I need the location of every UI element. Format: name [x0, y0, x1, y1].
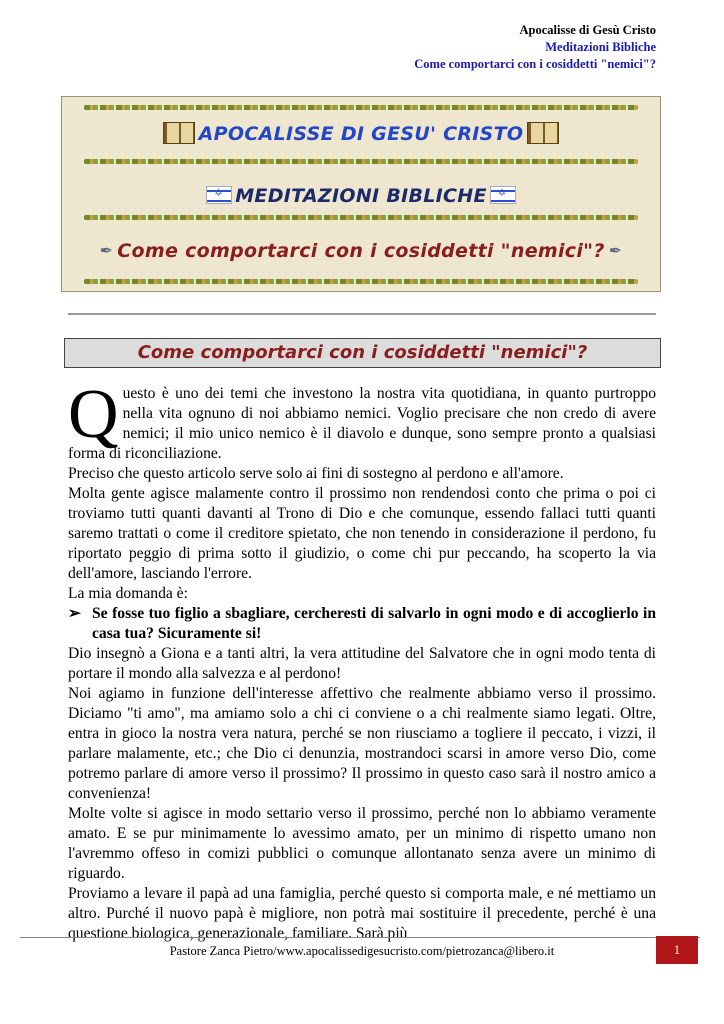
vine-divider	[84, 279, 638, 284]
banner-title-main: APOCALISSE DI GESU' CRISTO	[198, 123, 524, 145]
page-number: 1	[656, 936, 698, 964]
article-body	[68, 376, 656, 944]
header-series-title: Meditazioni Bibliche	[545, 40, 656, 54]
quill-icon: ✒	[608, 241, 623, 260]
drop-cap: Q	[68, 376, 119, 453]
article-title-box: Come comportarci con i cosiddetti "nemici"?	[64, 338, 661, 368]
banner-subtitle: MEDITAZIONI BIBLICHE	[235, 185, 487, 207]
banner-topic-row	[62, 240, 660, 262]
paragraph: Preciso che questo articolo serve solo ai fini di sostegno al perdono e all'amore.	[68, 465, 564, 482]
paragraph	[68, 376, 656, 464]
banner-topic: Come comportarci con i cosiddetti "nemici"?	[117, 240, 605, 262]
banner-title-row	[62, 122, 660, 145]
quill-icon: ✒	[99, 241, 114, 260]
footer-rule	[20, 937, 700, 938]
banner-subtitle-row	[62, 185, 660, 207]
header-article-title: Come comportarci con i cosiddetti "nemici"?	[414, 57, 656, 71]
horizontal-rule	[68, 313, 656, 315]
title-banner	[61, 96, 661, 292]
arrow-bullet-icon: ➢	[68, 605, 82, 622]
bullet-item	[68, 604, 656, 644]
paragraph-lead: uesto è uno dei temi che investono la nostra vita quotidiana, in quanto purtroppo nella vita ognuno di noi abbiamo nemici.	[122, 385, 656, 422]
israel-flag-icon	[206, 186, 232, 204]
paragraph-continued: Voglio precisare che non credo di avere nemici; il mio unico nemico è il diavolo e dunque, sono sempre pronto a qualsiasi forma di riconciliazione.	[68, 405, 656, 462]
paragraph: La mia domanda è:	[68, 585, 188, 602]
paragraph: Molta gente agisce malamente contro il prossimo non rendendosi conto che prima o poi ci troviamo tutti quanti davanti al Trono di Dio e che comunque, essendo fallaci tutti quanti saremo trattati o come il creditore spietato, che non tenendo in considerazione il perdono, fu riportato peggio di prima sotto il giudizio, o come chi pur peccando, ha scoperto la via dell'amore, lasciando l'errore.	[68, 485, 656, 582]
header-book-title: Apocalisse di Gesù Cristo	[519, 23, 656, 37]
open-book-icon	[527, 122, 559, 144]
paragraph: Proviamo a levare il papà ad una famiglia, perché questo si comporta male, e né mettiamo un altro. Purché il nuovo papà è migliore, non potrà mai sostituire il precedente, perché è una questione biologica, generazionale, familiare. Sarà più	[68, 885, 656, 942]
israel-flag-icon	[490, 186, 516, 204]
open-book-icon	[163, 122, 195, 144]
bullet-text: Se fosse tuo figlio a sbagliare, cercheresti di salvarlo in ogni modo e di accoglierlo in casa tua? Sicuramente si!	[92, 605, 656, 642]
vine-divider	[84, 159, 638, 164]
running-header	[414, 22, 656, 73]
paragraph: Noi agiamo in funzione dell'interesse affettivo che realmente abbiamo verso il prossimo. Diciamo "ti amo", ma amiamo solo a chi ci conviene o a chi realmente siamo legati. Oltre, entra in gioco la nostra vera natura, perché se non riusciamo a togliere il peccato, i vizzi, il parlare malamente, etc.; che Dio ci denunzia, mostrandoci scarsi in amore verso Dio, come potremo parlare di amore verso il prossimo? Il prossimo in questo caso sarà il nostro amico a convenienza!	[68, 685, 656, 802]
vine-divider	[84, 105, 638, 110]
paragraph: Dio insegnò a Giona e a tanti altri, la vera attitudine del Salvatore che in ogni modo tenta di portare il mondo alla salvezza e al perdono!	[68, 645, 656, 682]
vine-divider	[84, 215, 638, 220]
footer-text: Pastore Zanca Pietro/www.apocalissedigesucristo.com/pietrozanca@libero.it	[169, 944, 555, 958]
paragraph: Molte volte si agisce in modo settario verso il prossimo, perché non lo abbiamo veramente amato. E se pur minimamente lo avessimo amato, per un minimo di rispetto umano non l'avremmo offeso in comizi pubblici o comunque allontanato senza avere un minimo di riguardo.	[68, 805, 656, 882]
